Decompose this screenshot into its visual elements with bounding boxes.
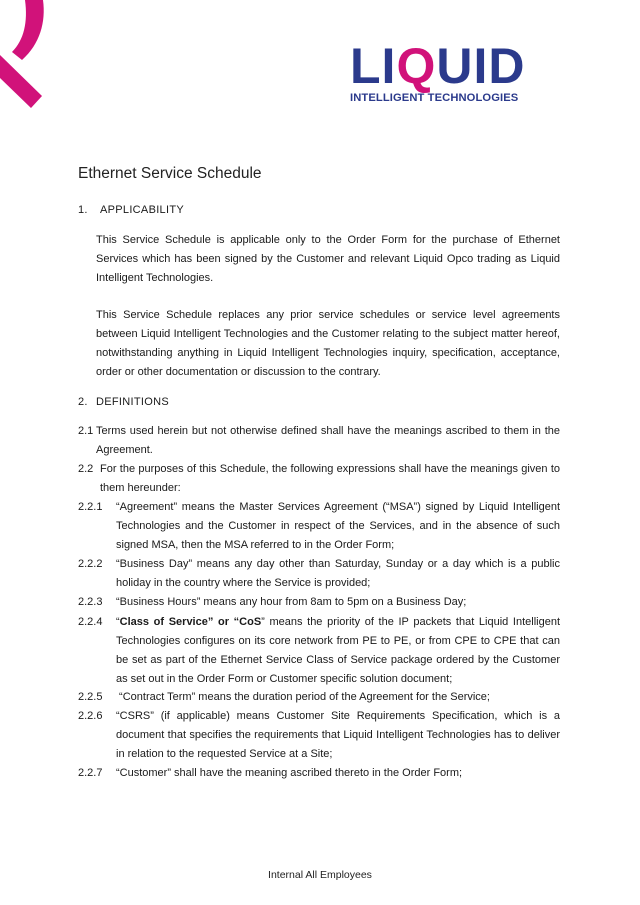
document-title: Ethernet Service Schedule: [78, 165, 262, 182]
applicability-paragraph-1: This Service Schedule is applicable only to the Order Form for the purchase of Ethernet Services which has been signed by the Customer and relevant Liquid Opco trading as Liquid Intelligent Technologies.: [96, 234, 560, 284]
clause-2-1-number: 2.1: [78, 425, 94, 437]
footer-classification: Internal All Employees: [268, 869, 372, 881]
definition-business-day: “Business Day” means any day other than Saturday, Sunday or a day which is a public holiday in the country where the Service is provided;: [116, 558, 560, 589]
definition-number: 2.2.3: [78, 596, 103, 608]
definition-term-bold: Class of Service” or “CoS: [119, 616, 262, 628]
corner-brand-graphic: [0, 0, 60, 115]
definition-customer: “Customer” shall have the meaning ascribed thereto in the Order Form;: [116, 767, 463, 779]
clause-2-1-text: Terms used herein but not otherwise defined shall have the meanings ascribed to them in the Agreement.: [96, 425, 560, 456]
section-2-number: 2.: [78, 396, 88, 408]
definition-class-of-service: “Class of Service” or “CoS” means the priority of the IP packets that Liquid Intelligent Technologies configures on its core network from PE to PE, or from CPE to CPE that can be set as part of the Ethernet Service Class of Service package ordered by the Customer as set out in the Order Form or Customer specific solution document;: [116, 616, 560, 685]
section-1-heading: APPLICABILITY: [100, 204, 184, 216]
logo-tagline: INTELLIGENT TECHNOLOGIES: [350, 92, 519, 104]
definition-contract-term: “Contract Term” means the duration period of the Agreement for the Service;: [116, 691, 490, 703]
clause-2-2-text: For the purposes of this Schedule, the following expressions shall have the meanings given to them hereunder:: [100, 463, 560, 494]
definition-business-hours: “Business Hours” means any hour from 8am to 5pm on a Business Day;: [116, 596, 467, 608]
definition-number: 2.2.2: [78, 558, 103, 570]
applicability-paragraph-2: This Service Schedule replaces any prior service schedules or service level agreements between Liquid Intelligent Technologies and the Customer relating to the subject matter hereof, notwithstanding anything in Liquid Intelligent Technologies inquiry, specification, acceptance, order or other documentation or discussion to the contrary.: [96, 309, 560, 378]
definition-number: 2.2.5: [78, 691, 103, 703]
section-1-number: 1.: [78, 204, 88, 216]
logo-wordmark: LIQUID: [350, 38, 526, 94]
definition-number: 2.2.6: [78, 710, 103, 722]
definition-number: 2.2.4: [78, 616, 103, 628]
definition-number: 2.2.7: [78, 767, 103, 779]
section-2-heading: DEFINITIONS: [96, 396, 169, 408]
definition-csrs: “CSRS” (if applicable) means Customer Site Requirements Specification, which is a document that specifies the requirements that Liquid Intelligent Technologies has to deliver in relation to the requested Service at a Site;: [116, 710, 560, 760]
company-logo: [350, 38, 555, 104]
definition-agreement: “Agreement” means the Master Services Agreement (“MSA”) signed by Liquid Intelligent Technologies and the Customer in respect of the Services, and in the absence of such signed MSA, then the MSA referred to in the Order Form;: [116, 501, 560, 551]
definition-number: 2.2.1: [78, 501, 103, 513]
clause-2-2-number: 2.2: [78, 463, 94, 475]
